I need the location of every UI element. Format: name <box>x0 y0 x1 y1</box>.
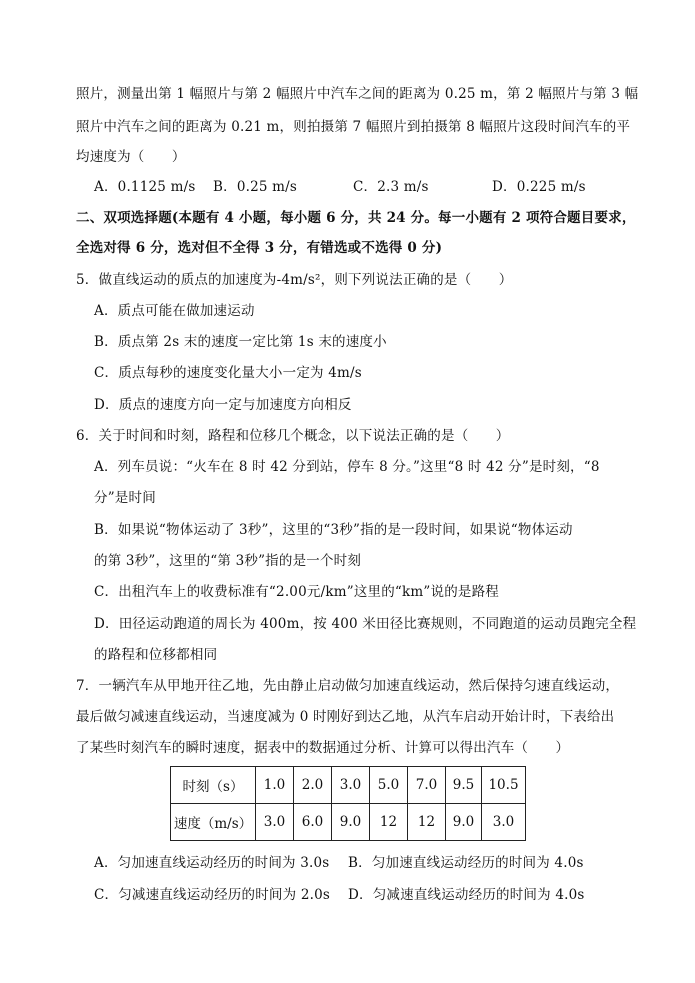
q6-option-a-line-1: A．列车员说：“火车在 8 时 42 分到站，停车 8 分。”这里“8 时 42 分”是时刻，“8 <box>94 459 600 475</box>
q7-option-b: B．匀加速直线运动经历的时间为 4.0s <box>348 855 584 871</box>
table-row <box>171 804 526 841</box>
table-header-speed: 速度（m/s） <box>171 804 256 841</box>
table-cell: 10.5 <box>482 767 526 804</box>
section-2-heading-line-2: 全选对得 6 分，选对但不全得 3 分，有错选或不选得 0 分) <box>76 240 443 256</box>
q4-option-a: A．0.1125 m/s <box>94 179 196 195</box>
q5-option-c: C．质点每秒的速度变化量大小一定为 4m/s <box>94 365 362 381</box>
q7-data-table <box>170 766 526 841</box>
table-row <box>171 767 526 804</box>
q7-line-1: 7．一辆汽车从甲地开往乙地，先由静止启动做匀加速直线运动，然后保持匀速直线运动， <box>76 678 620 694</box>
table-cell: 7.0 <box>408 767 446 804</box>
q5-stem: 5．做直线运动的质点的加速度为-4m/s²，则下列说法正确的是（ ） <box>76 272 513 288</box>
q7-option-d: D．匀减速直线运动经历的时间为 4.0s <box>348 887 585 903</box>
q6-option-b-line-2: 的第 3秒”，这里的“第 3秒”指的是一个时刻 <box>94 553 362 569</box>
table-cell: 9.5 <box>446 767 482 804</box>
table-cell: 3.0 <box>332 767 370 804</box>
q4-option-b: B．0.25 m/s <box>213 179 298 195</box>
q4-option-d: D．0.225 m/s <box>492 179 586 195</box>
table-cell: 3.0 <box>256 804 294 841</box>
table-cell: 6.0 <box>294 804 332 841</box>
section-2-heading-line-1: 二、双项选择题(本题有 4 小题，每小题 6 分，共 24 分。每一小题有 2 项符合题目要求， <box>76 210 636 226</box>
q7-option-c: C．匀减速直线运动经历的时间为 2.0s <box>94 887 331 903</box>
q4-line-2: 照片中汽车之间的距离为 0.21 m，则拍摄第 7 幅照片到拍摄第 8 幅照片这段时间汽车的平 <box>76 119 631 135</box>
q4-line-1: 照片，测量出第 1 幅照片与第 2 幅照片中汽车之间的距离为 0.25 m，第 2 幅照片与第 3 幅 <box>76 86 639 102</box>
q5-option-d: D．质点的速度方向一定与加速度方向相反 <box>94 397 352 413</box>
q6-stem: 6．关于时间和时刻，路程和位移几个概念，以下说法正确的是（ ） <box>76 428 510 444</box>
q6-option-b-line-1: B．如果说“物体运动了 3秒”，这里的“3秒”指的是一段时间，如果说“物体运动 <box>94 522 573 538</box>
table-header-time: 时刻（s） <box>171 767 256 804</box>
q5-option-a: A．质点可能在做加速运动 <box>94 303 255 319</box>
q4-line-3: 均速度为（ ） <box>76 149 186 165</box>
table-cell: 3.0 <box>482 804 526 841</box>
table-cell: 9.0 <box>332 804 370 841</box>
q6-option-d-line-2: 的路程和位移都相同 <box>94 647 218 663</box>
table-cell: 5.0 <box>370 767 408 804</box>
q6-option-d-line-1: D．田径运动跑道的周长为 400m，按 400 米田径比赛规则，不同跑道的运动员跑完全程 <box>94 616 637 632</box>
q6-option-c: C．出租汽车上的收费标准有“2.00元/km”这里的“km”说的是路程 <box>94 584 500 600</box>
q5-option-b: B．质点第 2s 末的速度一定比第 1s 末的速度小 <box>94 334 387 350</box>
q7-line-2: 最后做匀减速直线运动，当速度减为 0 时刚好到达乙地，从汽车启动开始计时，下表给出 <box>76 709 615 725</box>
q6-option-a-line-2: 分”是时间 <box>94 490 156 506</box>
q7-option-a: A．匀加速直线运动经历的时间为 3.0s <box>94 855 330 871</box>
table-cell: 12 <box>408 804 446 841</box>
table-cell: 1.0 <box>256 767 294 804</box>
table-cell: 2.0 <box>294 767 332 804</box>
table-cell: 9.0 <box>446 804 482 841</box>
q7-line-3: 了某些时刻汽车的瞬时速度，据表中的数据通过分析、计算可以得出汽车（ ） <box>76 740 570 756</box>
table-cell: 12 <box>370 804 408 841</box>
q4-option-c: C．2.3 m/s <box>353 179 429 195</box>
